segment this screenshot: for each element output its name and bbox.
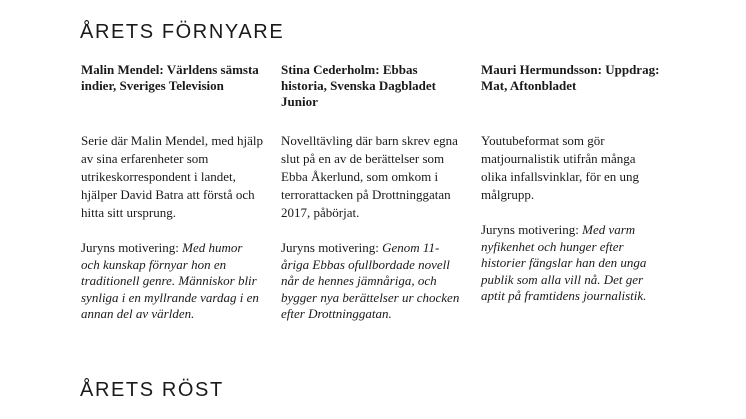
nominee-description: Novelltävling där barn skrev egna slut på en av de berättelser som Ebba Åkerlund, som omkom i terrorattacken på Drottninggatan 2017, påbörjat.: [281, 133, 458, 220]
motivation-text: Med humor och kunskap förnyar hon en traditionell genre. Människor blir synliga i en myllrande vardag i en annan del av världen.: [81, 240, 259, 321]
motivation-lead: Juryns motivering:: [281, 240, 379, 255]
section-title-arets-fornyare: ÅRETS FÖRNYARE: [80, 21, 285, 43]
nominee-name: Mauri Hermundsson: Uppdrag: Mat, Aftonbladet: [481, 62, 660, 93]
nominee-name: Stina Cederholm: Ebbas historia, Svenska Dagbladet Junior: [281, 62, 436, 109]
nominee-description: Serie där Malin Mendel, med hjälp av sina erfarenheter som utrikeskorrespondent i landet, hjälper David Batra att förstå och hitta sitt ursprung.: [81, 133, 263, 220]
jury-motivation: [481, 222, 663, 305]
nominee-description: Youtubeformat som gör matjournalistik utifrån många olika infallsvinklar, för en ung målgrupp.: [481, 133, 639, 202]
jury-motivation: [81, 240, 263, 323]
motivation-lead: Juryns motivering:: [481, 222, 579, 237]
nominee-card: [81, 62, 263, 321]
nominee-name: Malin Mendel: Världens sämsta indier, Sveriges Television: [81, 62, 259, 93]
nominee-card: [481, 62, 663, 303]
section-title-arets-rost: ÅRETS RÖST: [80, 379, 224, 401]
jury-motivation: [281, 240, 463, 323]
nominee-card: [281, 62, 463, 321]
motivation-lead: Juryns motivering:: [81, 240, 179, 255]
motivation-text: Genom 11-åriga Ebbas ofullbordade novell når de hennes jämnåriga, och bygger nya berättelser ur chocken efter Drottninggatan.: [281, 240, 460, 321]
motivation-text: Med varm nyfikenhet och hunger efter historier fängslar han den unga publik som alla vill nå. Det ger aptit på framtidens journalistik.: [481, 222, 647, 303]
